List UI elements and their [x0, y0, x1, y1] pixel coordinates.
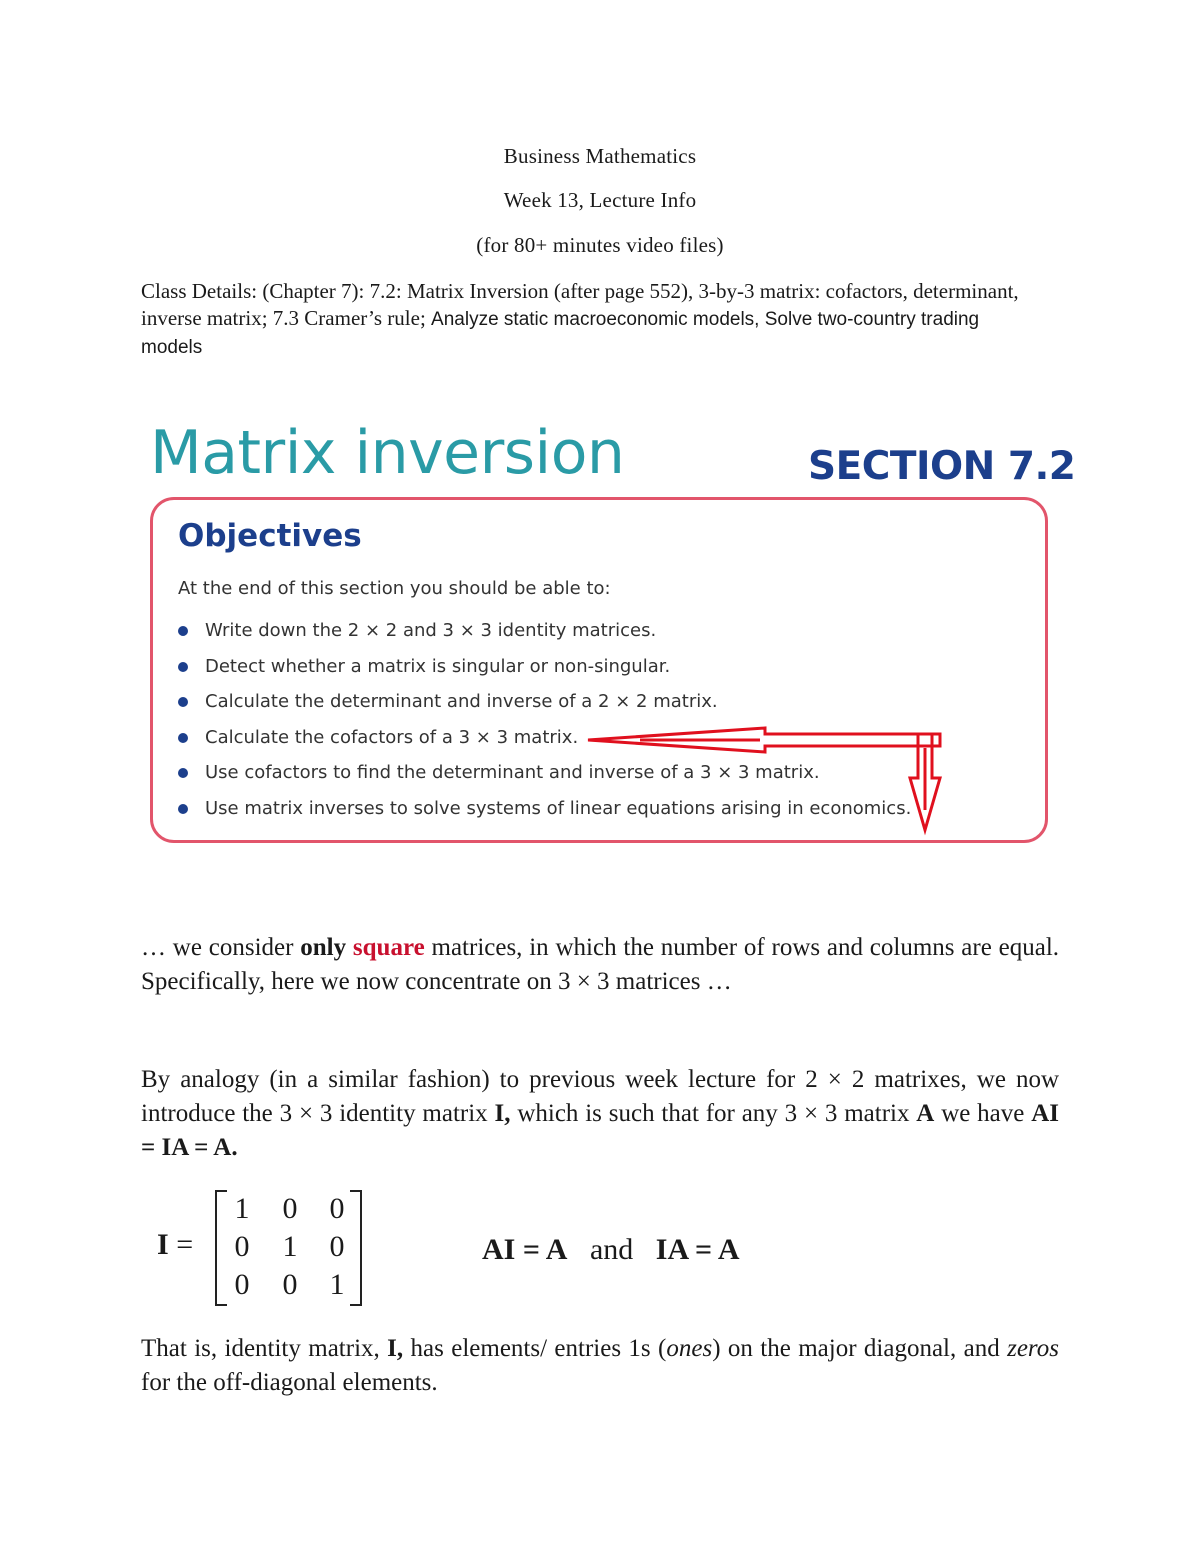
text-run: has elements/ entries 1s ( — [403, 1335, 667, 1362]
class-details-sans: Analyze static macroeconomic models, Solve two-country trading models — [141, 309, 980, 358]
matrix-cell: 0 — [234, 1230, 250, 1263]
identity-property — [482, 1233, 740, 1267]
paragraph-identity-definition — [141, 1332, 1059, 1400]
objectives-list — [178, 620, 911, 834]
bullet-icon — [178, 662, 188, 672]
matrix-cell: 0 — [282, 1192, 298, 1225]
objective-item — [178, 727, 911, 763]
text-run-italic: ones — [666, 1335, 713, 1362]
text-run-bold: I, — [387, 1335, 404, 1362]
objective-text: Detect whether a matrix is singular or non-singular. — [205, 655, 671, 677]
objectives-heading: Objectives — [178, 518, 362, 554]
class-details — [141, 278, 1041, 361]
objective-item — [178, 762, 911, 798]
paragraph-identity-intro — [141, 1063, 1059, 1165]
bullet-icon — [178, 804, 188, 814]
objective-text: Calculate the cofactors of a 3 × 3 matrix. — [205, 726, 579, 748]
objective-item — [178, 620, 911, 656]
text-run: for the off-diagonal elements. — [141, 1369, 438, 1396]
text-run-bold: AI = IA = A. — [141, 1100, 1059, 1161]
matrix-cell: 1 — [329, 1268, 345, 1301]
objective-text: Use matrix inverses to solve systems of linear equations arising in economics. — [205, 797, 912, 819]
text-run-bold: I, — [494, 1100, 511, 1127]
paragraph-square-matrices — [141, 931, 1059, 999]
text-run: … we consider — [141, 934, 301, 961]
objective-item — [178, 656, 911, 692]
and-word: and — [589, 1233, 634, 1266]
left-bracket — [215, 1190, 227, 1306]
matrix-label — [157, 1228, 193, 1262]
matrix-symbol: I — [157, 1228, 169, 1261]
objective-text: Calculate the determinant and inverse of a 2 × 2 matrix. — [205, 691, 718, 713]
text-run-italic: zeros — [1007, 1335, 1059, 1362]
section-label: SECTION 7.2 — [808, 444, 1076, 489]
class-details-serif: Class Details: (Chapter 7): 7.2: Matrix Inversion (after page 552), 3-by-3 matrix: cofactors, determinant, inverse matrix; 7.3 Cramer’s rule; — [141, 279, 1019, 330]
video-note: (for 80+ minutes video files) — [476, 233, 724, 257]
text-run: we have — [934, 1100, 1032, 1127]
week-label: Week 13, Lecture Info — [503, 188, 697, 212]
equals-sign: = — [168, 1228, 194, 1261]
objectives-intro: At the end of this section you should be able to: — [178, 578, 611, 599]
matrix-cell: 0 — [234, 1268, 250, 1301]
matrix-cell: 0 — [282, 1268, 298, 1301]
text-run: That is, identity matrix, — [141, 1335, 388, 1362]
objective-item — [178, 798, 911, 834]
matrix-cell: 1 — [282, 1230, 298, 1263]
matrix-cell: 0 — [329, 1192, 345, 1225]
matrix-cell: 0 — [329, 1230, 345, 1263]
text-run: ) on the major diagonal, and — [712, 1335, 1008, 1362]
text-run: By analogy (in a similar fashion) to previous week lecture for 2 × 2 matrixes, we now introduce the 3 × 3 identity matrix — [141, 1066, 1059, 1127]
bullet-icon — [178, 697, 188, 707]
text-run-highlight: square — [352, 934, 425, 961]
text-run: which is such that for any 3 × 3 matrix — [510, 1100, 917, 1127]
document-title: Business Mathematics — [503, 144, 697, 168]
objectives-box — [150, 497, 1048, 843]
objective-text: Write down the 2 × 2 and 3 × 3 identity matrices. — [205, 620, 657, 641]
objective-item — [178, 691, 911, 727]
text-run-bold: A — [916, 1100, 935, 1127]
matrix-cell: 1 — [234, 1192, 250, 1225]
text-run: matrices, in which the number of rows and columns are equal. Specifically, here we now concentrate on 3 × 3 matrices … — [141, 934, 1060, 995]
bullet-icon — [178, 733, 188, 743]
equation-ai: AI = A — [482, 1233, 568, 1266]
equation-ia: IA = A — [655, 1233, 740, 1266]
excerpt-title: Matrix inversion — [150, 418, 625, 488]
bullet-icon — [178, 626, 188, 636]
bullet-icon — [178, 768, 188, 778]
objective-text: Use cofactors to find the determinant and inverse of a 3 × 3 matrix. — [205, 762, 820, 784]
identity-matrix-equation — [157, 1188, 857, 1313]
text-run-bold: only — [300, 934, 347, 961]
